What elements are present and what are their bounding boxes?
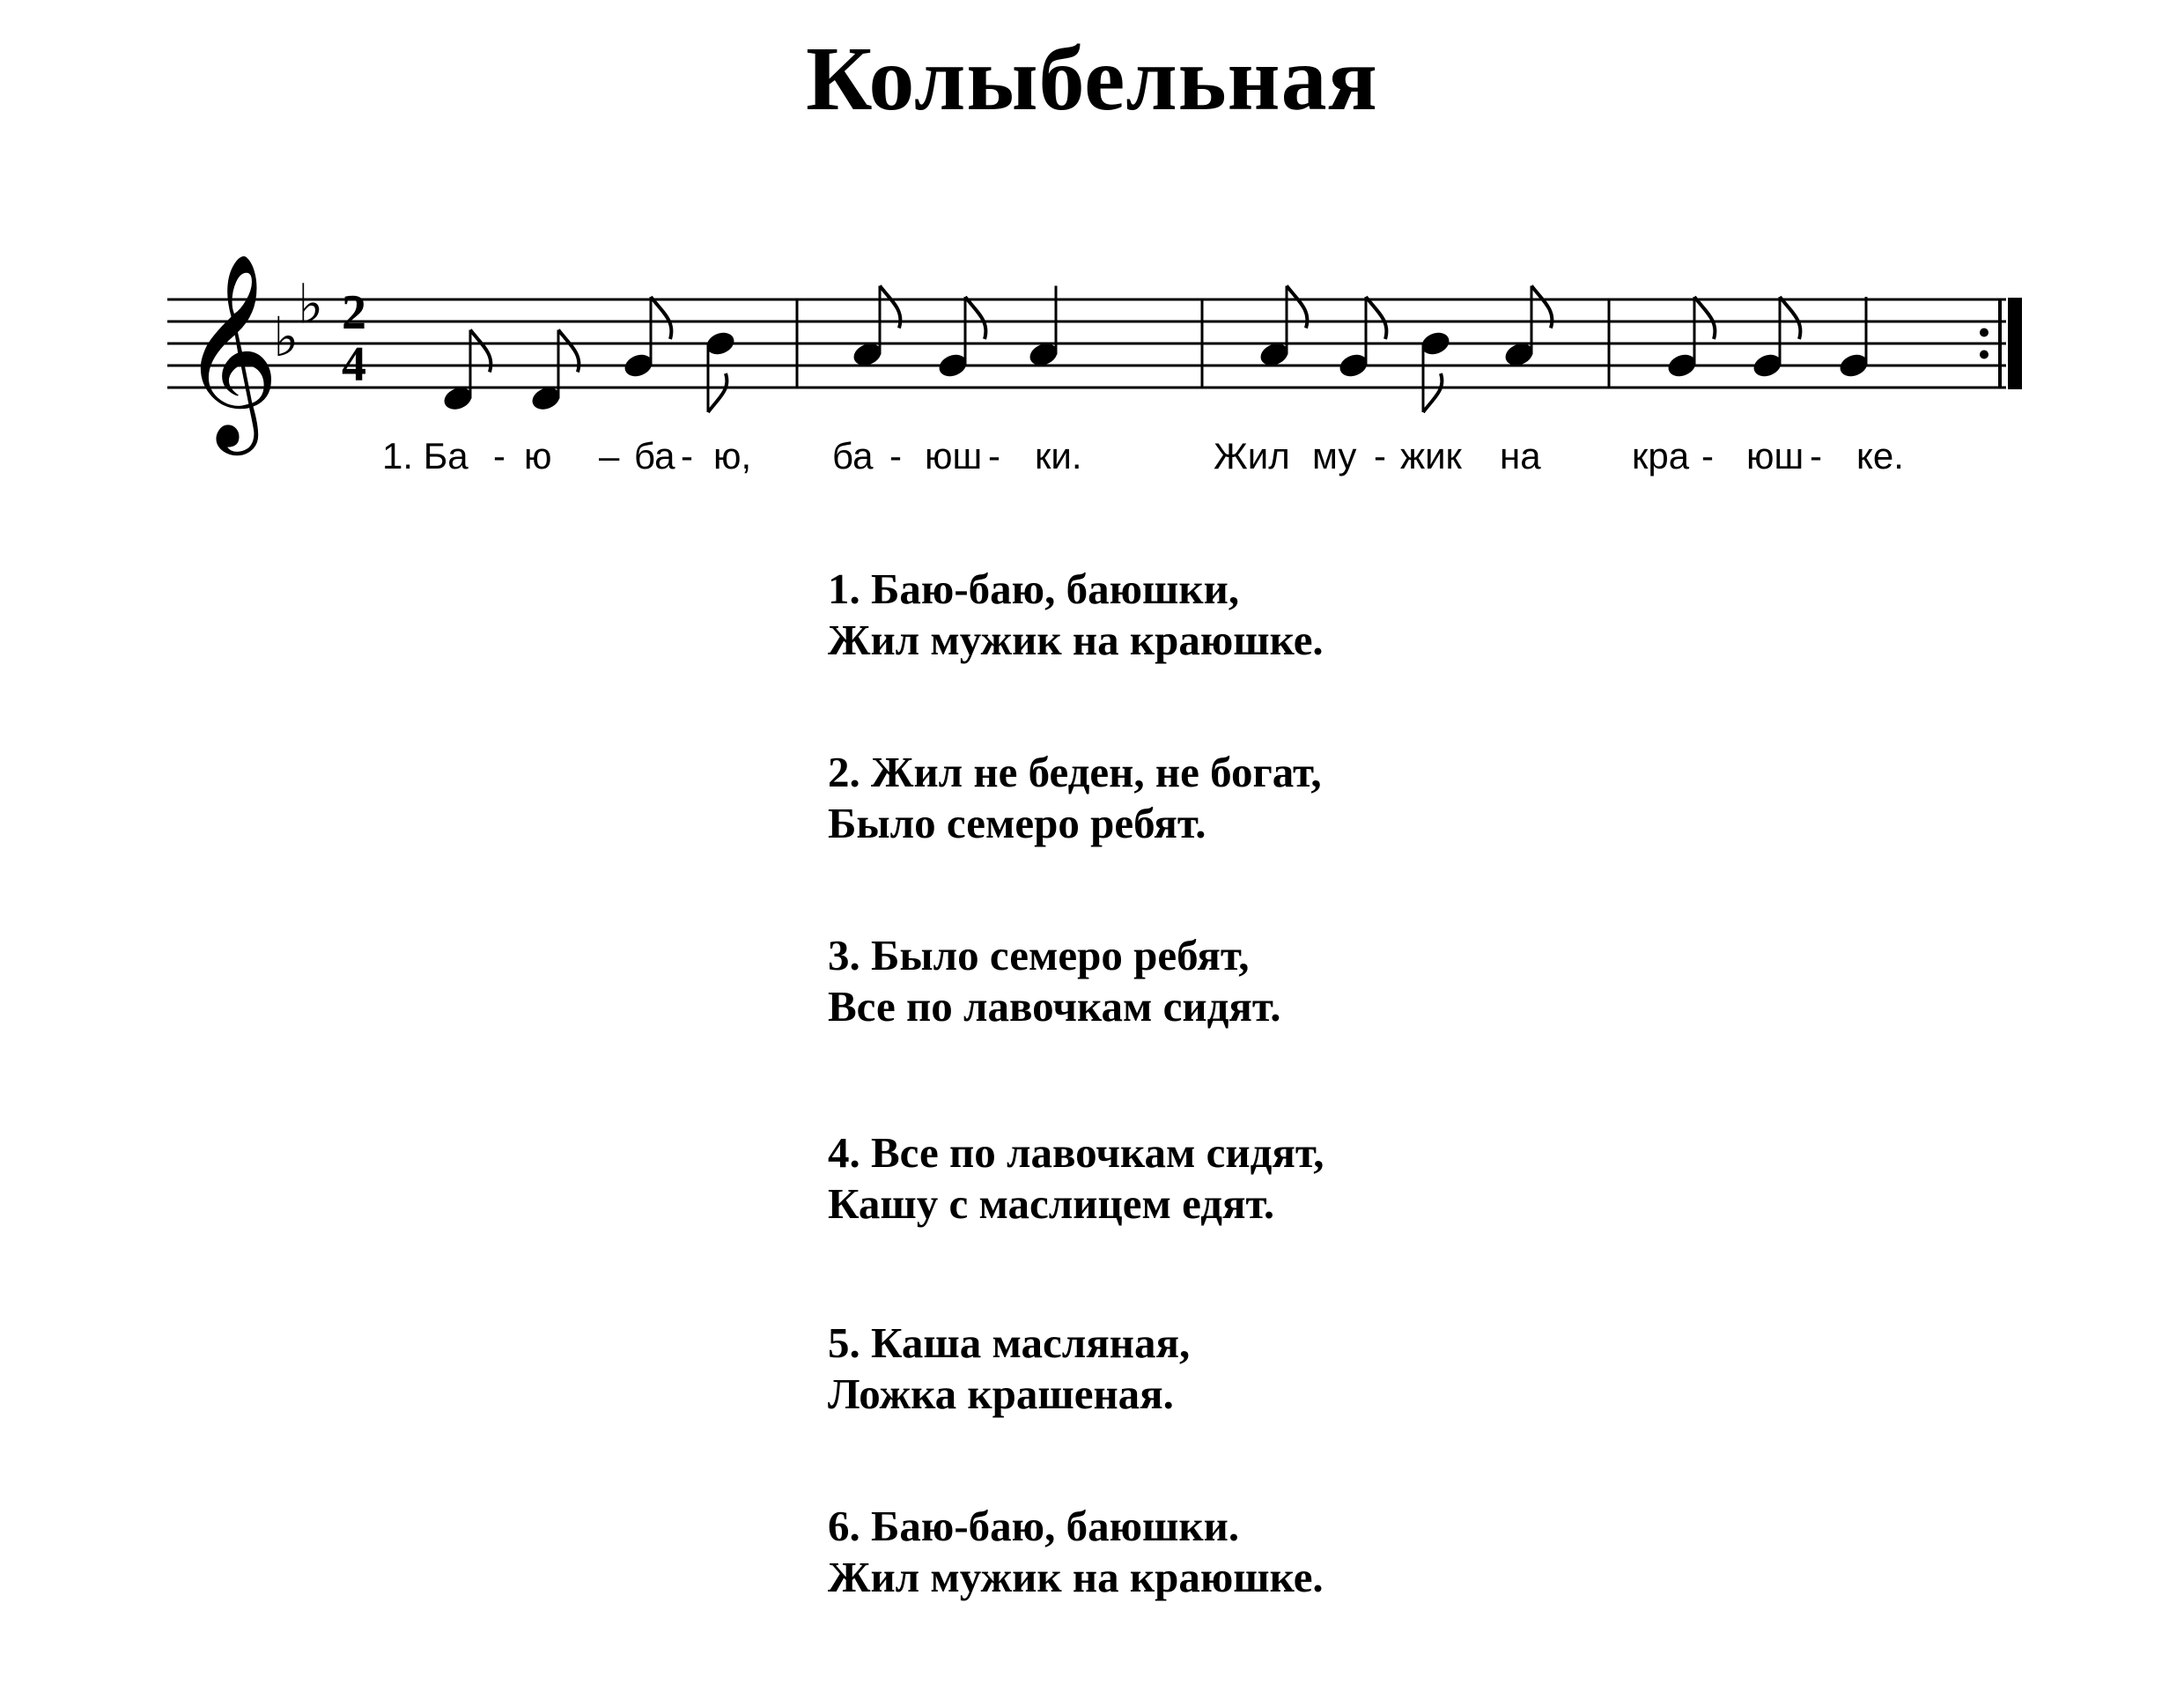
lyric-syllable: - (889, 435, 902, 476)
key-signature-flats (273, 272, 323, 370)
flag (1694, 297, 1715, 339)
verse (828, 930, 1620, 1032)
lyric-syllable: - (681, 435, 693, 476)
repeat-dot (1980, 329, 1988, 337)
note (936, 297, 986, 380)
page-title: Колыбельная (806, 28, 1378, 129)
staff-lines (167, 299, 2006, 388)
lyric-syllable: на (1500, 435, 1541, 476)
verse-line: 1. Баю-баю, баюшки, (828, 565, 1240, 613)
verse-line: Кашу с маслицем едят. (828, 1179, 1275, 1228)
verse-line: Жил мужик на краюшке. (828, 616, 1324, 664)
note (1419, 329, 1452, 412)
lyric-syllable: ки. (1035, 435, 1082, 476)
note (1337, 297, 1387, 380)
lyric-syllable: му (1312, 435, 1357, 476)
lyric-syllable: жик (1400, 435, 1462, 476)
time-signature-top: 2 (342, 285, 366, 340)
lyric-syllable: юш (925, 435, 983, 476)
time-signature (342, 285, 366, 392)
lyric-syllable: кра (1632, 435, 1690, 476)
treble-clef-glyph: 𝄞 (181, 252, 280, 447)
flat-icon: ♭ (273, 305, 299, 369)
flag (651, 297, 671, 339)
treble-clef-icon (181, 252, 279, 455)
verse (828, 747, 1620, 849)
barline-thick (2008, 298, 2022, 389)
lyrics (382, 435, 1904, 476)
lyric-syllable: - (988, 435, 1000, 476)
time-signature-bottom: 4 (342, 337, 366, 392)
verse-line: Ложка крашеная. (828, 1370, 1174, 1418)
flat-icon: ♭ (298, 271, 324, 336)
lyric-syllable: ке. (1856, 435, 1904, 476)
note (1665, 297, 1715, 380)
lyric-syllable: 1. Ба (382, 435, 469, 476)
lyric-syllable: ю, (713, 435, 752, 476)
flag (965, 297, 985, 339)
verse (828, 1127, 1620, 1230)
lyric-syllable: юш (1746, 435, 1804, 476)
verse (828, 564, 1620, 666)
repeat-dot (1980, 351, 1988, 359)
lyric-syllable: – (599, 435, 620, 476)
verse (828, 1318, 1620, 1420)
verse-line: 5. Каша масляная, (828, 1318, 1191, 1367)
note (704, 329, 737, 412)
lyric-syllable: - (1701, 435, 1714, 476)
verse-line: 6. Баю-баю, баюшки. (828, 1502, 1240, 1550)
lyric-syllable: ю (524, 435, 552, 476)
notes (441, 286, 1870, 414)
verse-line: Было семеро ребят. (828, 799, 1206, 847)
note (622, 297, 672, 380)
verse-line: 3. Было семеро ребят, (828, 931, 1250, 979)
lyric-syllable: ба (832, 435, 874, 476)
note (1751, 297, 1801, 380)
verse-line: 2. Жил не беден, не богат, (828, 748, 1322, 796)
flag (708, 373, 727, 412)
note (1837, 297, 1870, 380)
flag (1423, 373, 1442, 412)
lyric-syllable: Жил (1214, 435, 1290, 476)
lyric-syllable: ба (634, 435, 675, 476)
verse-line: Все по лавочкам сидят. (828, 982, 1281, 1030)
verses (828, 564, 1620, 1684)
verse-line: 4. Все по лавочкам сидят, (828, 1128, 1324, 1177)
lyric-syllable: - (1374, 435, 1386, 476)
lyric-syllable: - (1810, 435, 1822, 476)
lyric-syllable: - (493, 435, 505, 476)
flag (1366, 297, 1386, 339)
verse-line: Жил мужик на краюшке. (828, 1553, 1324, 1601)
verse (828, 1501, 1620, 1603)
flag (1780, 297, 1800, 339)
